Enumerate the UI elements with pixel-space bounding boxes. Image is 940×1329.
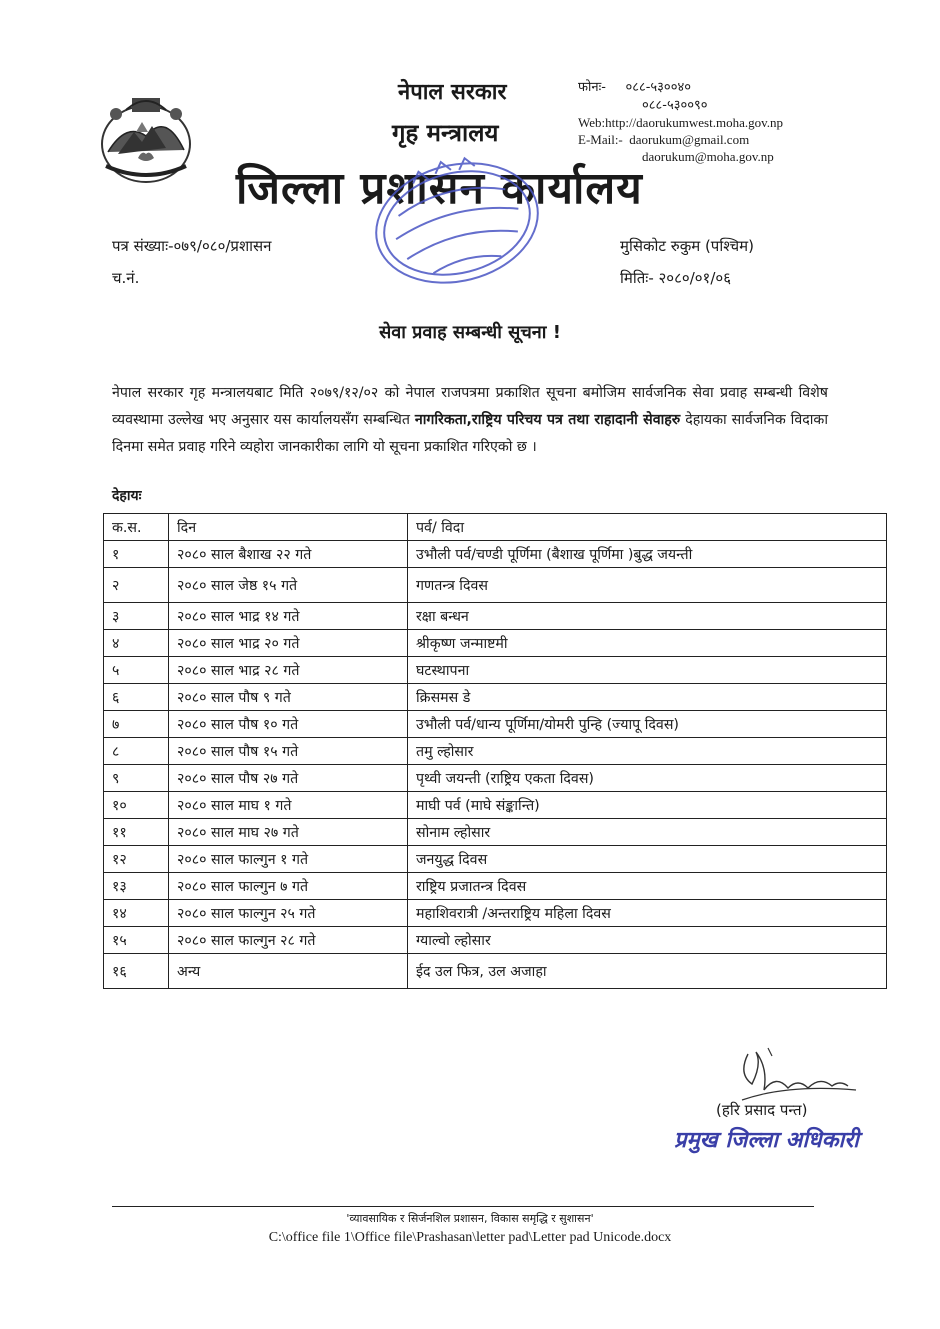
row-sn: १३ [104, 873, 169, 900]
dispatch-number: च.नं. [112, 269, 140, 287]
header-festival: पर्व/ विदा [408, 514, 887, 541]
row-sn: ७ [104, 711, 169, 738]
phone-label: फोनः- [578, 80, 606, 95]
row-sn: १२ [104, 846, 169, 873]
row-day: २०८० साल पौष १५ गते [169, 738, 408, 765]
phone-number-2: ०८८-५३००९० [642, 98, 708, 113]
table-row [104, 711, 887, 738]
row-day: २०८० साल भाद्र २८ गते [169, 657, 408, 684]
table-row [104, 603, 887, 630]
row-day: २०८० साल पौष १० गते [169, 711, 408, 738]
row-sn: ८ [104, 738, 169, 765]
row-day: २०८० साल फाल्गुन २८ गते [169, 927, 408, 954]
row-festival: श्रीकृष्ण जन्माष्टमी [408, 630, 887, 657]
table-row [104, 541, 887, 568]
row-sn: ९ [104, 765, 169, 792]
body-text-bold: नागरिकता,राष्ट्रिय परिचय पत्र तथा राहादानी सेवाहरु [414, 412, 681, 428]
header-day: दिन [169, 514, 408, 541]
body-text-2: देहायका सार्वजनिक विदाका दिनमा समेत प्रवाह गरिने व्यहोरा जानकारीका लागि यो सूचना प्रकाशित गरिएको छ । [112, 412, 828, 455]
row-festival: राष्ट्रिय प्रजातन्त्र दिवस [408, 873, 887, 900]
table-row [104, 900, 887, 927]
row-festival: सोनाम ल्होसार [408, 819, 887, 846]
row-festival: उभौली पर्व/धान्य पूर्णिमा/योमरी पुन्हि (ज्यापू दिवस) [408, 711, 887, 738]
table-row [104, 927, 887, 954]
row-festival: पृथ्वी जयन्ती (राष्ट्रिय एकता दिवस) [408, 765, 887, 792]
row-sn: ११ [104, 819, 169, 846]
row-sn: ६ [104, 684, 169, 711]
table-header-row [104, 514, 887, 541]
nepal-emblem-logo [96, 92, 196, 188]
office-title: जिल्ला प्रशासन कार्यालय [236, 163, 643, 214]
row-sn: १५ [104, 927, 169, 954]
footer-divider [112, 1206, 814, 1207]
office-location: मुसिकोट रुकुम (पश्चिम) [620, 237, 754, 255]
signatory-title: प्रमुख जिल्ला अधिकारी [674, 1128, 859, 1153]
row-sn: ५ [104, 657, 169, 684]
table-row [104, 684, 887, 711]
table-row [104, 819, 887, 846]
government-name: नेपाल सरकार [398, 80, 507, 105]
table-row [104, 792, 887, 819]
office-stamp [362, 150, 552, 296]
row-day: २०८० साल माघ २७ गते [169, 819, 408, 846]
letter-date: मितिः- २०८०/०१/०६ [620, 269, 732, 287]
row-festival: घटस्थापना [408, 657, 887, 684]
email-address-2[interactable]: daorukum@moha.gov.np [642, 149, 774, 164]
row-sn: १६ [104, 954, 169, 989]
header-sn: क.स. [104, 514, 169, 541]
row-day: २०८० साल जेष्ठ १५ गते [169, 568, 408, 603]
notice-body [112, 380, 828, 461]
signature-scribble [728, 1044, 868, 1108]
row-sn: ३ [104, 603, 169, 630]
row-day: २०८० साल पौष २७ गते [169, 765, 408, 792]
row-day: २०८० साल बैशाख २२ गते [169, 541, 408, 568]
row-sn: १० [104, 792, 169, 819]
row-sn: ४ [104, 630, 169, 657]
email-label: E-Mail:- [578, 132, 623, 147]
row-day: २०८० साल माघ १ गते [169, 792, 408, 819]
row-day: २०८० साल फाल्गुन १ गते [169, 846, 408, 873]
row-festival: जनयुद्ध दिवस [408, 846, 887, 873]
table-row [104, 846, 887, 873]
row-day: २०८० साल फाल्गुन ७ गते [169, 873, 408, 900]
body-text-1: नेपाल सरकार गृह मन्त्रालयबाट मिति २०७९/१२/०२ को नेपाल राजपत्रमा प्रकाशित सूचना बमोजिम सार्वजनिक सेवा प्रवाह सम्बन्धी विशेष व्यवस्थामा उल्लेख भए अनुसार यस कार्यालयसँग सम्बन्धित [112, 385, 828, 428]
contact-block [578, 78, 783, 165]
table-row [104, 765, 887, 792]
row-day: २०८० साल फाल्गुन २५ गते [169, 900, 408, 927]
table-row [104, 954, 887, 989]
phone-number-1: ०८८-५३००४० [625, 80, 691, 95]
row-festival: तमु ल्होसार [408, 738, 887, 765]
ministry-name: गृह मन्त्रालय [392, 119, 499, 147]
holiday-table [103, 513, 887, 989]
email-address-1[interactable]: daorukum@gmail.com [629, 132, 750, 147]
footer-motto: 'व्यावसायिक र सिर्जनशिल प्रशासन, विकास समृद्धि र सुशासन' [346, 1212, 594, 1225]
table-row [104, 630, 887, 657]
row-festival: ग्याल्वो ल्होसार [408, 927, 887, 954]
row-festival: क्रिसमस डे [408, 684, 887, 711]
row-sn: १४ [104, 900, 169, 927]
row-day: २०८० साल भाद्र २० गते [169, 630, 408, 657]
table-row [104, 657, 887, 684]
signatory-name: (हरि प्रसाद पन्त) [716, 1101, 808, 1119]
row-sn: १ [104, 541, 169, 568]
row-festival: ईद उल फित्र, उल अजाहा [408, 954, 887, 989]
row-festival: उभौली पर्व/चण्डी पूर्णिमा (बैशाख पूर्णिमा )बुद्ध जयन्ती [408, 541, 887, 568]
row-day: २०८० साल भाद्र १४ गते [169, 603, 408, 630]
notice-subject: सेवा प्रवाह सम्बन्धी सूचना ! [379, 322, 561, 343]
web-address[interactable]: Web:http://daorukumwest.moha.gov.np [578, 115, 783, 130]
letter-number: पत्र संख्याः-०७९/०८०/प्रशासन [112, 237, 272, 255]
row-day: २०८० साल पौष ९ गते [169, 684, 408, 711]
footer-file-path: C:\office file 1\Office file\Prashasan\letter pad\Letter pad Unicode.docx [268, 1230, 672, 1245]
following-label: देहायः [112, 488, 142, 504]
row-festival: रक्षा बन्धन [408, 603, 887, 630]
row-sn: २ [104, 568, 169, 603]
table-row [104, 873, 887, 900]
table-row [104, 738, 887, 765]
row-day: अन्य [169, 954, 408, 989]
row-festival: गणतन्त्र दिवस [408, 568, 887, 603]
row-festival: माघी पर्व (माघे संङ्कान्ति) [408, 792, 887, 819]
row-festival: महाशिवरात्री /अन्तराष्ट्रिय महिला दिवस [408, 900, 887, 927]
table-row [104, 568, 887, 603]
